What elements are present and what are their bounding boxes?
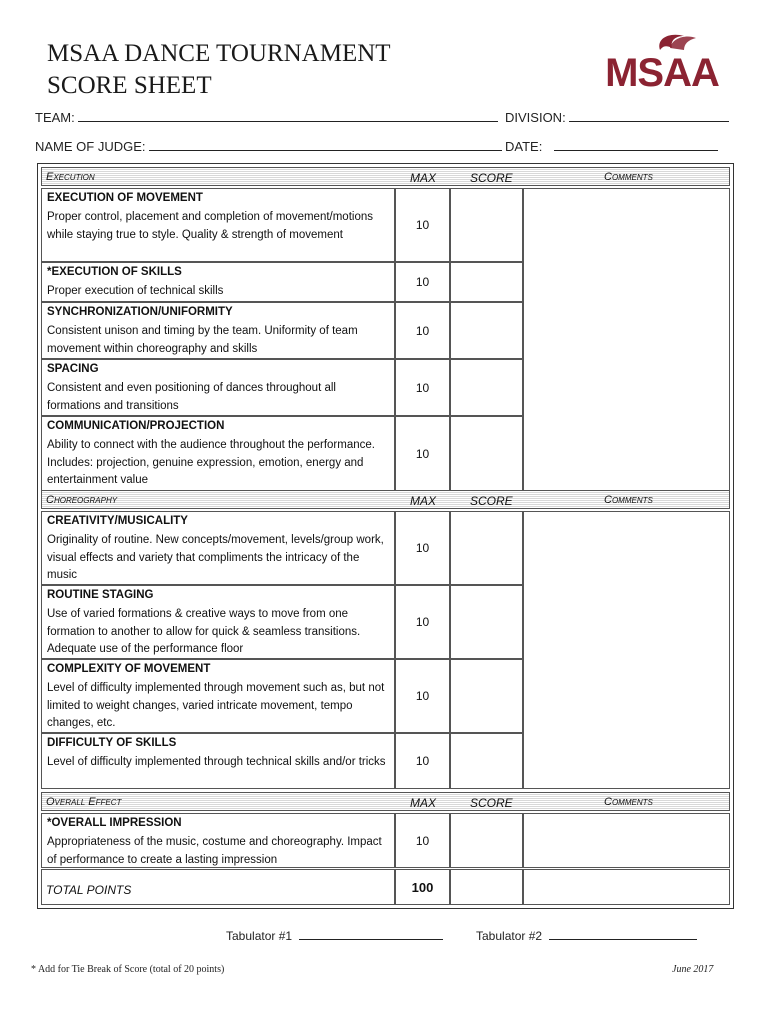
section-title: Choreography (46, 494, 118, 506)
score-column-header: SCORE (470, 796, 513, 810)
tabulator-1-field[interactable] (299, 928, 443, 940)
criteria-title: *OVERALL IMPRESSION (47, 817, 182, 829)
tabulator-1 (226, 928, 443, 943)
score-column-header: SCORE (470, 171, 513, 185)
total-points-label: TOTAL POINTS (46, 883, 132, 897)
criteria-title: EXECUTION OF MOVEMENT (47, 192, 203, 204)
score-table (37, 163, 734, 909)
judge-row (35, 138, 502, 154)
max-points-cell: 10 (395, 585, 450, 659)
judge-field[interactable] (149, 138, 502, 151)
date-field[interactable] (554, 138, 718, 151)
criteria-description: Consistent and even positioning of dances throughout all formations and transitions (47, 382, 336, 412)
max-points-cell: 10 (395, 359, 450, 416)
score-table-inner (41, 167, 730, 905)
criteria-row (41, 359, 395, 416)
criteria-row (41, 416, 395, 491)
score-input-cell[interactable] (450, 511, 523, 585)
section-header-1 (41, 167, 730, 186)
criteria-row (41, 733, 395, 789)
score-input-cell[interactable] (450, 416, 523, 491)
title-line-2: SCORE SHEET (47, 72, 212, 99)
division-label: DIVISION: (505, 110, 566, 125)
criteria-row (41, 813, 395, 868)
max-points-cell: 10 (395, 188, 450, 262)
score-input-cell[interactable] (450, 659, 523, 733)
tabulator-2 (476, 928, 697, 943)
criteria-title: COMMUNICATION/PROJECTION (47, 420, 225, 432)
date-label: DATE: (505, 139, 543, 154)
footer-date: June 2017 (672, 964, 714, 975)
criteria-description: Originality of routine. New concepts/movement, levels/group work, visual effects and variety that compliments the intricacy of the music (47, 534, 384, 581)
total-max-cell: 100 (395, 869, 450, 905)
comments-column-header: Comments (604, 494, 653, 506)
tabulator-2-label: Tabulator #2 (476, 929, 543, 943)
criteria-title: SPACING (47, 363, 99, 375)
criteria-title: DIFFICULTY OF SKILLS (47, 737, 177, 749)
comments-column-header: Comments (604, 171, 653, 183)
criteria-description: Proper control, placement and completion of movement/motions while staying true to style. Quality & strength of movement (47, 211, 373, 241)
criteria-title: COMPLEXITY OF MOVEMENT (47, 663, 211, 675)
msaa-logo (598, 30, 726, 90)
max-points-cell: 10 (395, 733, 450, 789)
criteria-row (41, 585, 395, 659)
score-input-cell[interactable] (450, 188, 523, 262)
logo-text: MSAA (605, 51, 719, 90)
total-row (41, 869, 395, 905)
section-header-3 (41, 792, 730, 811)
max-points-cell: 10 (395, 302, 450, 359)
max-points-cell: 10 (395, 659, 450, 733)
criteria-row (41, 302, 395, 359)
criteria-row (41, 511, 395, 585)
judge-label: NAME OF JUDGE: (35, 139, 146, 154)
criteria-description: Proper execution of technical skills (47, 285, 224, 297)
max-column-header: MAX (410, 171, 437, 185)
criteria-description: Level of difficulty implemented through technical skills and/or tricks (47, 756, 386, 768)
team-row (35, 109, 498, 125)
section-header-2 (41, 490, 730, 509)
score-column-header: SCORE (470, 494, 513, 508)
team-field[interactable] (78, 109, 498, 122)
comments-input-cell[interactable] (523, 511, 730, 789)
max-points-cell: 10 (395, 511, 450, 585)
logo-flame-icon (598, 30, 726, 90)
criteria-title: CREATIVITY/MUSICALITY (47, 515, 188, 527)
criteria-row (41, 659, 395, 733)
score-input-cell[interactable] (450, 262, 523, 302)
title-line-1: MSAA DANCE TOURNAMENT (47, 40, 391, 67)
criteria-title: ROUTINE STAGING (47, 589, 154, 601)
criteria-description: Consistent unison and timing by the team. Uniformity of team movement within choreography and skills (47, 325, 358, 355)
score-input-cell[interactable] (450, 733, 523, 789)
division-field[interactable] (569, 109, 729, 122)
tabulator-1-label: Tabulator #1 (226, 929, 293, 943)
division-row (505, 109, 729, 125)
criteria-description: Ability to connect with the audience throughout the performance. Includes: projection, genuine expression, emotion, energy and entertainment value (47, 439, 375, 486)
criteria-row (41, 262, 395, 302)
criteria-row (41, 188, 395, 262)
criteria-title: SYNCHRONIZATION/UNIFORMITY (47, 306, 233, 318)
max-points-cell: 10 (395, 813, 450, 868)
page-title (47, 38, 391, 102)
max-points-cell: 10 (395, 416, 450, 491)
section-title: Overall Effect (46, 796, 122, 808)
criteria-description: Level of difficulty implemented through movement such as, but not limited to weight changes, varied intricate movement, tempo changes, etc. (47, 682, 385, 729)
date-row (505, 138, 718, 154)
total-score-cell[interactable] (450, 869, 523, 905)
tabulator-2-field[interactable] (549, 928, 697, 940)
section-title: Execution (46, 171, 95, 183)
criteria-title: *EXECUTION OF SKILLS (47, 266, 182, 278)
comments-input-cell[interactable] (523, 188, 730, 491)
criteria-description: Use of varied formations & creative ways to move from one formation to another to allow for quick & seamless transitions. Adequate use of the performance floor (47, 608, 361, 655)
footer-note: * Add for Tie Break of Score (total of 20 points) (31, 964, 225, 975)
comments-input-cell[interactable] (523, 813, 730, 868)
score-input-cell[interactable] (450, 302, 523, 359)
max-column-header: MAX (410, 494, 437, 508)
total-comments-cell[interactable] (523, 869, 730, 905)
score-input-cell[interactable] (450, 585, 523, 659)
max-column-header: MAX (410, 796, 437, 810)
comments-column-header: Comments (604, 796, 653, 808)
max-points-cell: 10 (395, 262, 450, 302)
team-label: TEAM: (35, 110, 75, 125)
criteria-description: Appropriateness of the music, costume and choreography. Impact of performance to create a lasting impression (47, 836, 382, 866)
score-input-cell[interactable] (450, 813, 523, 868)
score-input-cell[interactable] (450, 359, 523, 416)
